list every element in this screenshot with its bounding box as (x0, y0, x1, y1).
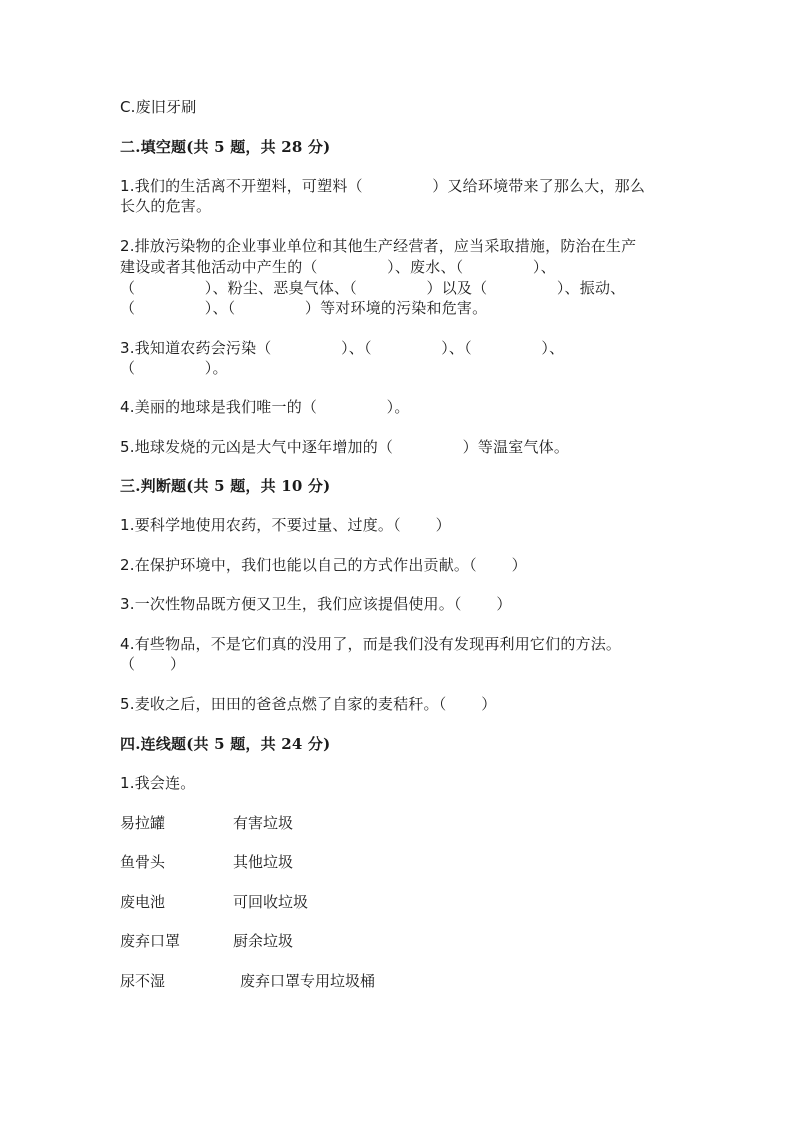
match-left-item: 废电池 (120, 893, 166, 911)
match-right-item: 废弃口罩专用垃圾桶 (240, 972, 376, 990)
option-c: C.废旧牙刷 (120, 98, 197, 116)
match-left-item: 鱼骨头 (120, 853, 166, 871)
match-right-item: 其他垃圾 (233, 853, 294, 871)
s3-q3: 3.一次性物品既方便又卫生，我们应该提倡使用。（ ） (120, 595, 512, 613)
s3-q1: 1.要科学地使用农药，不要过量、过度。（ ） (120, 516, 451, 534)
section4-heading: 四.连线题(共 5 题，共 24 分) (120, 735, 331, 753)
s2-q2-line1: 2.排放污染物的企业事业单位和其他生产经营者，应当采取措施，防治在生产 (120, 237, 637, 255)
s2-q1-line1: 1.我们的生活离不开塑料，可塑料（ ）又给环境带来了那么大，那么 (120, 177, 646, 195)
s3-q4-line1: 4.有些物品，不是它们真的没用了，而是我们没有发现再利用它们的方法。 (120, 635, 622, 653)
s3-q4-line2: （ ） (120, 655, 186, 673)
s2-q3-line2: （ ）。 (120, 359, 228, 377)
match-left-item: 尿不湿 (120, 972, 166, 990)
match-right-item: 有害垃圾 (233, 814, 294, 832)
s2-q2-line2: 建设或者其他活动中产生的（ ）、废水、（ ）、 (120, 258, 556, 276)
s3-q5: 5.麦收之后，田田的爸爸点燃了自家的麦秸秆。（ ） (120, 695, 497, 713)
s2-q5: 5.地球发烧的元凶是大气中逐年增加的（ ）等温室气体。 (120, 438, 570, 456)
section3-heading: 三.判断题(共 5 题，共 10 分) (120, 477, 331, 495)
s2-q3-line1: 3.我知道农药会污染（ ）、（ ）、（ ）、 (120, 339, 565, 357)
match-right-item: 厨余垃圾 (233, 932, 294, 950)
s2-q4: 4.美丽的地球是我们唯一的（ ）。 (120, 398, 410, 416)
s2-q2-line4: （ ）、（ ）等对环境的污染和危害。 (120, 299, 488, 317)
match-right-item: 可回收垃圾 (233, 893, 309, 911)
s3-q2: 2.在保护环境中，我们也能以自己的方式作出贡献。（ ） (120, 556, 527, 574)
match-left-item: 易拉罐 (120, 814, 166, 832)
s2-q1-line2: 长久的危害。 (120, 197, 212, 215)
s2-q2-line3: （ ）、粉尘、恶臭气体、（ ）以及（ ）、振动、 (120, 279, 626, 297)
match-left-item: 废弃口罩 (120, 932, 181, 950)
section2-heading: 二.填空题(共 5 题，共 28 分) (120, 138, 331, 156)
s4-q1: 1.我会连。 (120, 774, 196, 792)
